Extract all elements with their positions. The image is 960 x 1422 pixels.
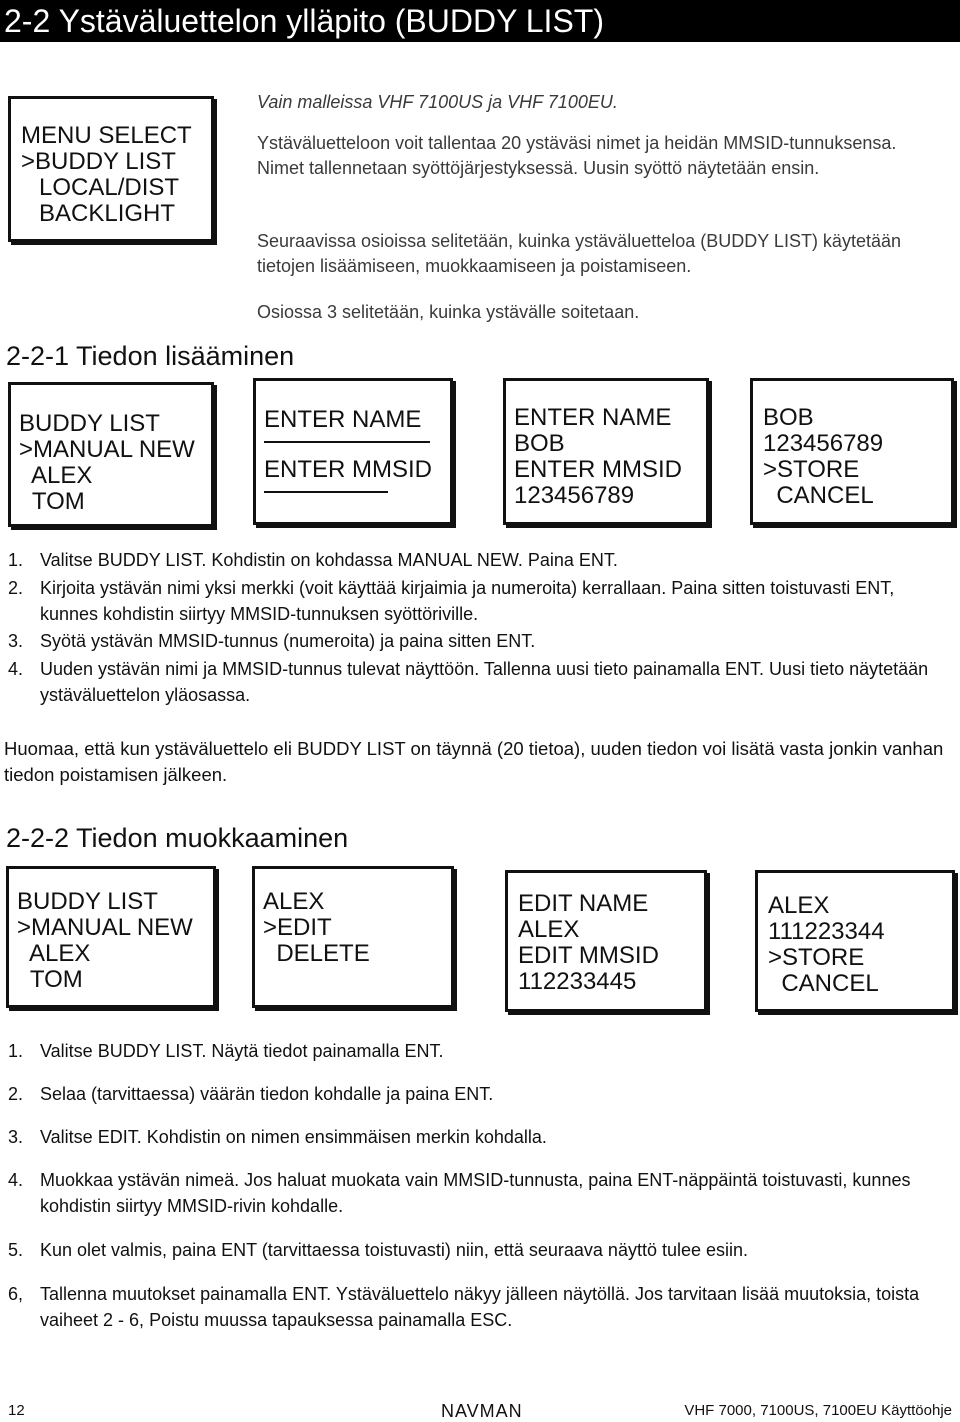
add-step-3: 3. Syötä ystävän MMSID-tunnus (numeroita) ja paina sitten ENT. — [8, 631, 536, 651]
page-title: 2-2 Ystäväluettelon ylläpito (BUDDY LIST) — [4, 3, 604, 39]
screen-line: DELETE — [263, 940, 370, 967]
screen-line: >EDIT — [263, 914, 332, 941]
edit-screen-store — [755, 870, 955, 1012]
intro-paragraph-2: Seuraavissa osioissa selitetään, kuinka ystäväluetteloa (BUDDY LIST) käytetään tietojen lisäämiseen, muokkaamiseen ja poistamiseen. — [257, 231, 901, 276]
screen-line: CANCEL — [768, 970, 879, 997]
title-bar — [0, 0, 960, 42]
add-screen-enter-empty — [253, 378, 453, 525]
screen-line: ENTER MMSID — [514, 456, 682, 483]
screen-line: EDIT MMSID — [518, 942, 659, 969]
screen-line: >STORE — [768, 944, 865, 971]
add-step-1: 1. Valitse BUDDY LIST. Kohdistin on kohdassa MANUAL NEW. Paina ENT. — [8, 550, 618, 570]
screen-line: BOB — [514, 430, 565, 457]
edit-step-5: 5. Kun olet valmis, paina ENT (tarvittaessa toistuvasti) niin, että seuraava näyttö tulee esiin. — [8, 1240, 749, 1260]
edit-step-6: 6, Tallenna muutokset painamalla ENT. Ystäväluettelo näkyy jälleen näytöllä. Jos tarvitaan lisää muutoksia, toista vaiheet 2 - 6, Poistu muussa tapauksessa painamalla ESC. — [8, 1284, 920, 1330]
screen-line: BOB — [763, 404, 814, 431]
screen-line: >MANUAL NEW — [19, 436, 195, 463]
screen-line: 123456789 — [763, 430, 884, 457]
brand-logo: NAVMAN — [441, 1401, 523, 1421]
screen-line: ALEX — [768, 892, 830, 919]
section-heading-edit: 2-2-2 Tiedon muokkaaminen — [6, 823, 349, 853]
screen-line: >STORE — [763, 456, 860, 483]
screen-line: BUDDY LIST — [19, 410, 160, 437]
screen-line: ALEX — [17, 940, 91, 967]
screen-line: >BUDDY LIST — [21, 148, 176, 175]
screen-line: >MANUAL NEW — [17, 914, 193, 941]
screen-line: LOCAL/DIST — [39, 174, 180, 201]
add-step-4: 4. Uuden ystävän nimi ja MMSID-tunnus tulevat näyttöön. Tallenna uusi tieto painamalla ENT. Uusi tieto näytetään ystäväluettelon yläosassa. — [8, 659, 929, 705]
edit-step-2: 2. Selaa (tarvittaessa) väärän tiedon kohdalle ja paina ENT. — [8, 1084, 494, 1104]
page-number: 12 — [8, 1402, 25, 1419]
screen-line: TOM — [17, 966, 83, 993]
screen-line: 123456789 — [514, 482, 635, 509]
intro-paragraph-1: Ystäväluetteloon voit tallentaa 20 ystäväsi nimet ja heidän MMSID-tunnuksensa. Nimet tallennetaan syöttöjärjestyksessä. Uusin syöttö näytetään ensin. — [257, 133, 897, 178]
name-input-line — [264, 441, 430, 443]
screen-line: ENTER MMSID — [264, 456, 432, 483]
screen-line: 111223344 — [768, 918, 885, 945]
add-screen-enter-filled — [503, 378, 709, 525]
add-step-2: 2. Kirjoita ystävän nimi yksi merkki (voit käyttää kirjaimia ja numeroita) kerrallaan. Paina sitten toistuvasti ENT, kunnes kohdistin siirtyy MMSID-tunnuksen syöttöriville. — [8, 578, 895, 624]
screen-line: BACKLIGHT — [39, 200, 176, 227]
add-screen-buddy-list — [8, 382, 214, 527]
screen-line: ENTER NAME — [264, 406, 422, 433]
screen-line: CANCEL — [763, 482, 874, 509]
add-screen-store — [750, 378, 954, 525]
intro-paragraph-3: Osiossa 3 selitetään, kuinka ystävälle soitetaan. — [257, 302, 640, 322]
screen-line: ALEX — [19, 462, 93, 489]
screen-line: EDIT NAME — [518, 890, 649, 917]
screen-line: MENU SELECT — [21, 122, 192, 149]
manual-title: VHF 7000, 7100US, 7100EU Käyttöohje — [684, 1402, 952, 1419]
edit-step-3: 3. Valitse EDIT. Kohdistin on nimen ensimmäisen merkin kohdalla. — [8, 1127, 547, 1147]
screen-line: TOM — [19, 488, 85, 515]
screen-line: ALEX — [518, 916, 580, 943]
screen-line: ENTER NAME — [514, 404, 672, 431]
intro-models: Vain malleissa VHF 7100US ja VHF 7100EU. — [257, 92, 618, 112]
edit-step-4: 4. Muokkaa ystävän nimeä. Jos haluat muokata vain MMSID-tunnusta, paina ENT-näppäintä toistuvasti, kunnes kohdistin siirtyy MMSID-rivin kohdalle. — [8, 1170, 911, 1216]
edit-screen-buddy-list — [6, 866, 216, 1008]
full-list-note: Huomaa, että kun ystäväluettelo eli BUDDY LIST on täynnä (20 tietoa), uuden tiedon voi lisätä vasta jonkin vanhan tiedon poistamisen jälkeen. — [4, 738, 944, 785]
section-heading-add: 2-2-1 Tiedon lisääminen — [6, 341, 295, 371]
menu-select-screen — [8, 96, 214, 242]
edit-screen-edit-fields — [505, 870, 707, 1012]
screen-line: 112233445 — [518, 968, 637, 995]
mmsid-input-line — [264, 491, 388, 493]
screen-line: ALEX — [263, 888, 325, 915]
edit-screen-edit-delete — [252, 866, 454, 1008]
edit-step-1: 1. Valitse BUDDY LIST. Näytä tiedot painamalla ENT. — [8, 1041, 444, 1061]
screen-line: BUDDY LIST — [17, 888, 158, 915]
